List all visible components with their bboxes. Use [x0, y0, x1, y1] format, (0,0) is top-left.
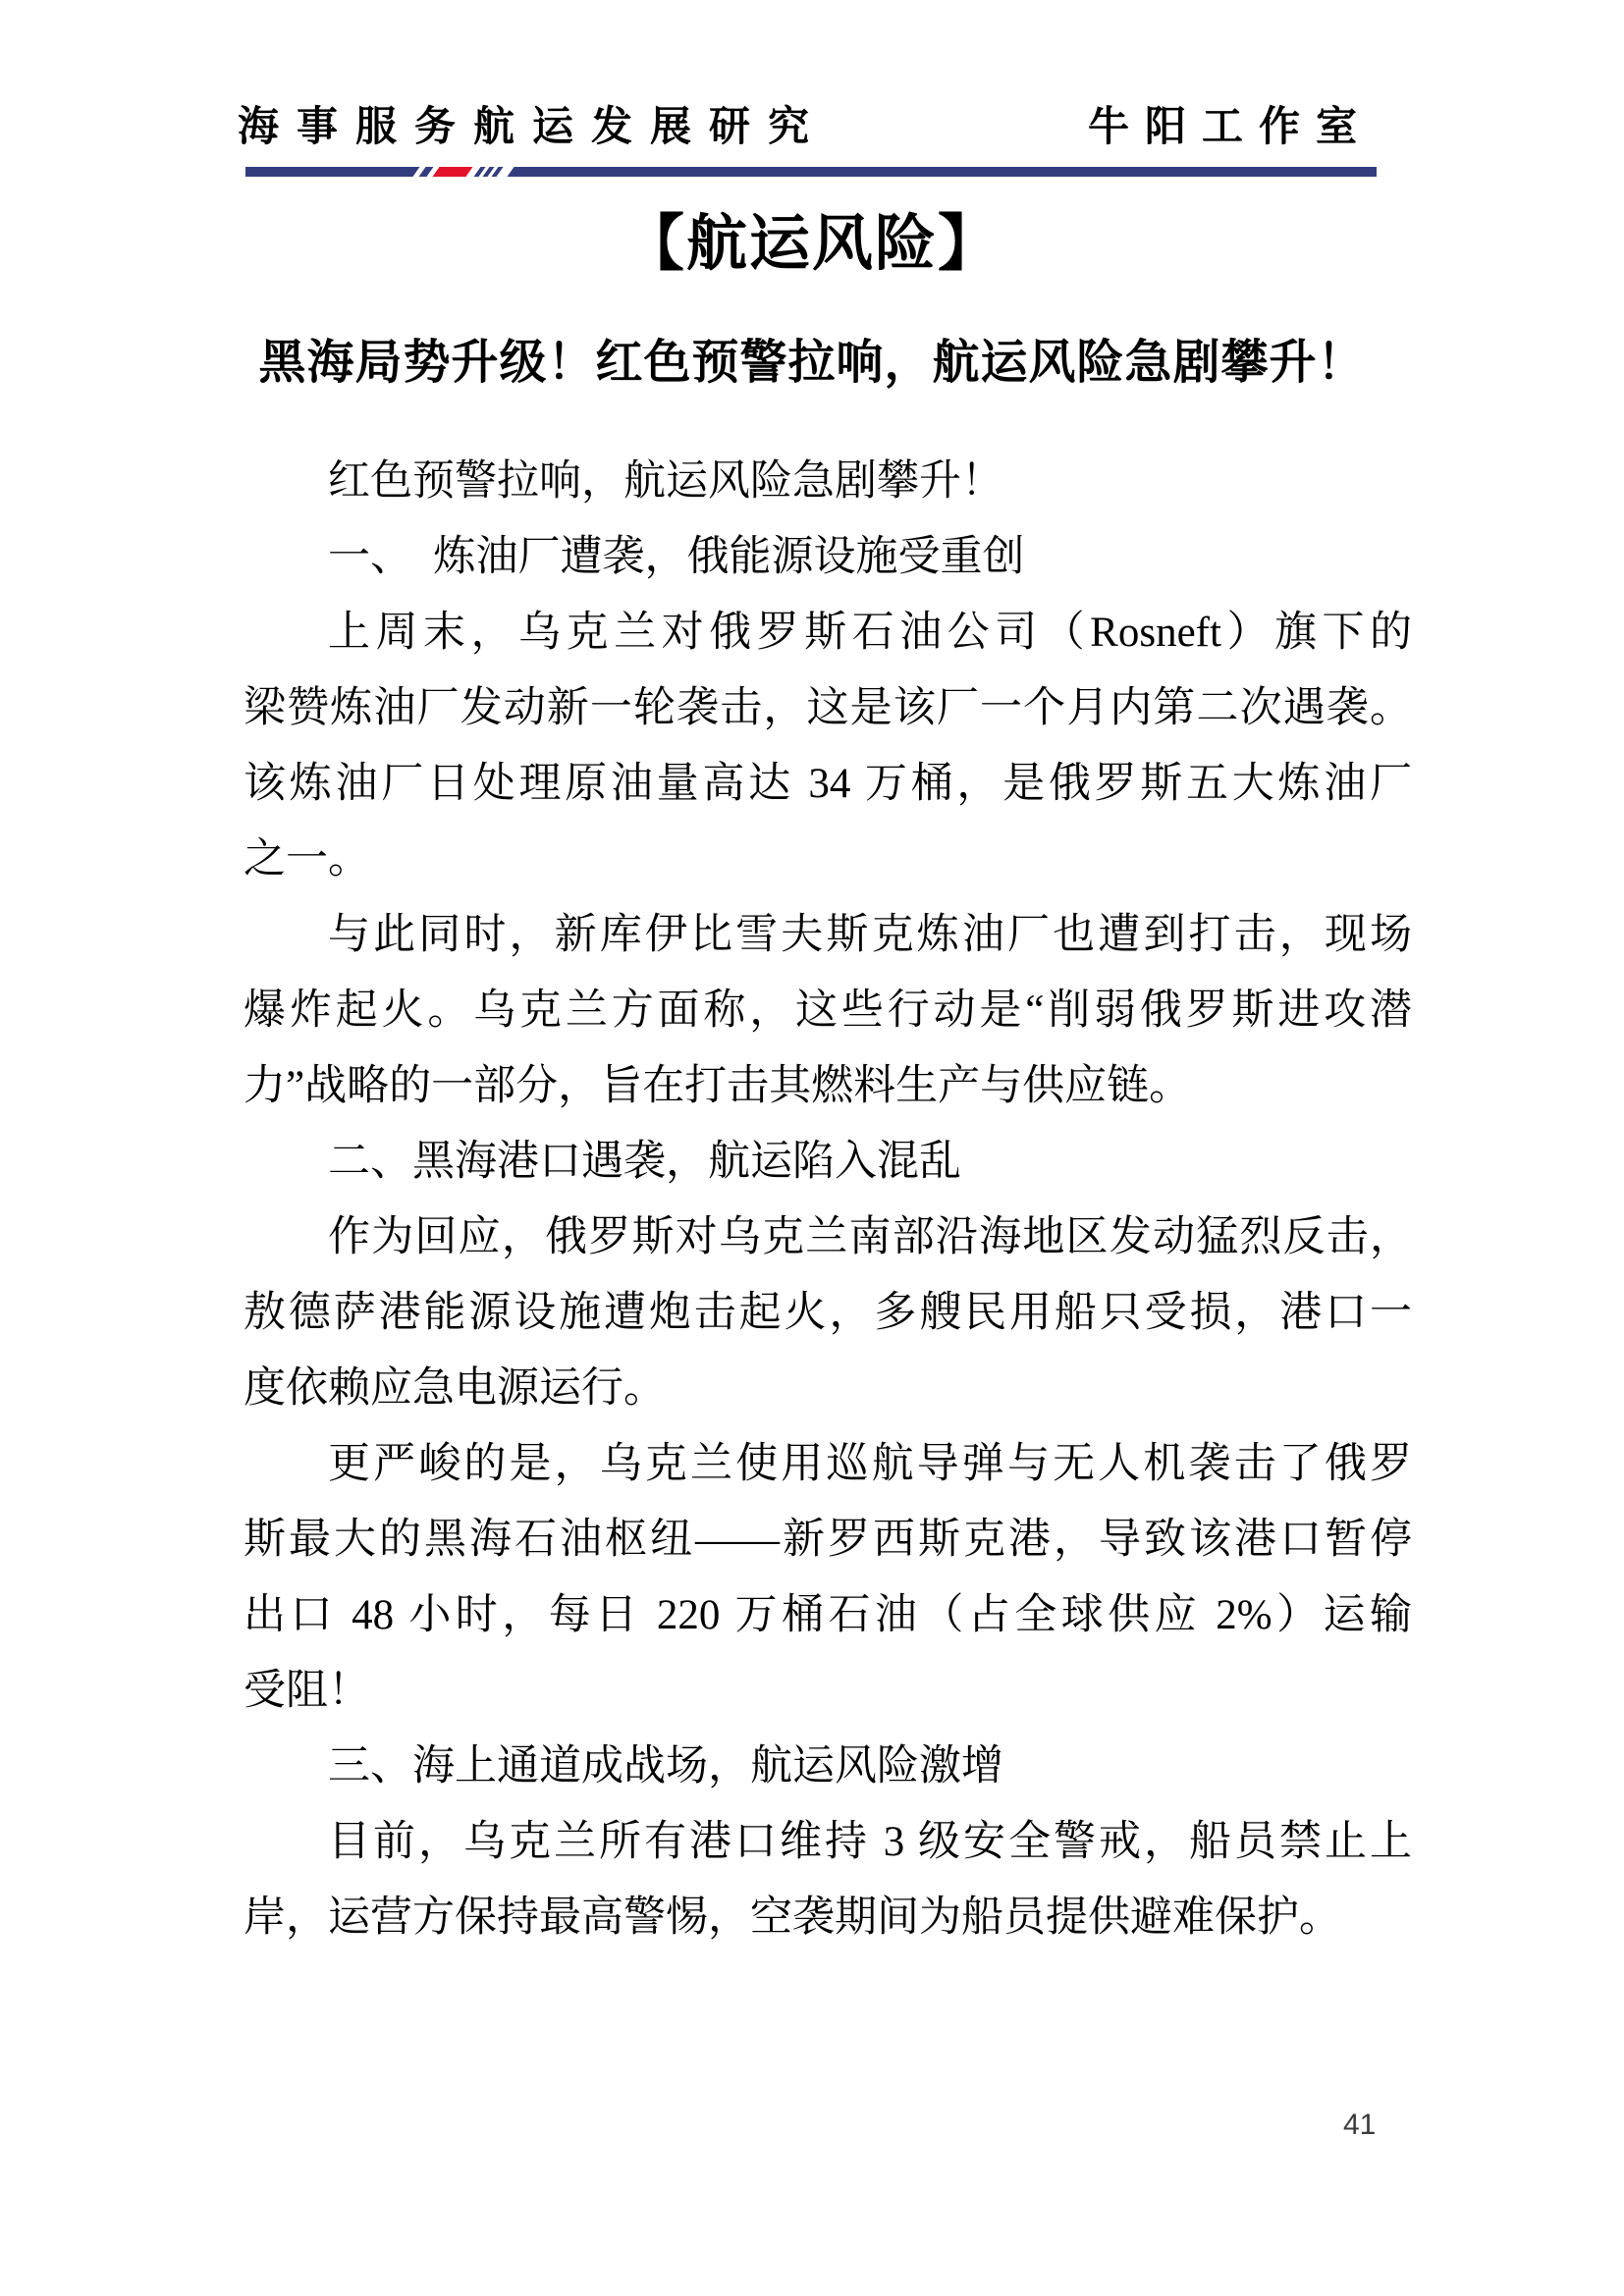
body-line: 受阻！: [244, 1668, 370, 1714]
body-line: 目前，乌克兰所有港口维持 3 级安全警戒，船员禁止上: [328, 1819, 1412, 1865]
body-line: 二、黑海港口遇袭，航运陷入混乱: [328, 1139, 961, 1185]
page-number: 41: [1343, 2109, 1377, 2141]
body-line: 一、 炼油厂遭袭，俄能源设施受重创: [328, 534, 1025, 580]
red-accent-shape: [432, 167, 472, 177]
body-line: 梁赞炼油厂发动新一轮袭击，这是该厂一个月内第二次遇袭。: [244, 685, 1412, 731]
body-line: 度依赖应急电源运行。: [244, 1365, 666, 1412]
page-title: 【航运风险】: [623, 210, 1001, 278]
body-line: 斯最大的黑海石油枢纽——新罗西斯克港，导致该港口暂停: [244, 1517, 1412, 1563]
body-line: 三、海上通道成战场，航运风险激增: [328, 1743, 1003, 1789]
header-left-title: 海事服务航运发展研究: [238, 103, 828, 149]
header-right-title: 牛阳工作室: [1088, 103, 1374, 149]
body-line: 该炼油厂日处理原油量高达 34 万桶，是俄罗斯五大炼油厂: [244, 761, 1412, 807]
body-line: 与此同时，新库伊比雪夫斯克炼油厂也遭到打击，现场: [328, 912, 1412, 958]
body-line: 作为回应，俄罗斯对乌克兰南部沿海地区发动猛烈反击，: [328, 1214, 1412, 1260]
body-line: 上周末，乌克兰对俄罗斯石油公司（Rosneft）旗下的: [328, 610, 1412, 656]
body-line: 红色预警拉响，航运风险急剧攀升！: [328, 458, 1003, 505]
body-line: 力”战略的一部分，旨在打击其燃料生产与供应链。: [244, 1063, 1192, 1109]
body-line: 更严峻的是，乌克兰使用巡航导弹与无人机袭击了俄罗: [328, 1441, 1412, 1487]
body-line: 出口 48 小时，每日 220 万桶石油（占全球供应 2%）运输: [244, 1592, 1412, 1638]
article-headline: 黑海局势升级！红色预警拉响，航运风险急剧攀升！: [258, 337, 1366, 389]
article-body: [244, 444, 1412, 1955]
body-line: 岸，运营方保持最高警惕，空袭期间为船员提供避难保护。: [244, 1895, 1341, 1941]
body-line: 敖德萨港能源设施遭炮击起火，多艘民用船只受损，港口一: [244, 1290, 1412, 1336]
body-line: 爆炸起火。乌克兰方面称，这些行动是“削弱俄罗斯进攻潜: [244, 988, 1412, 1034]
body-line: 之一。: [244, 836, 370, 882]
